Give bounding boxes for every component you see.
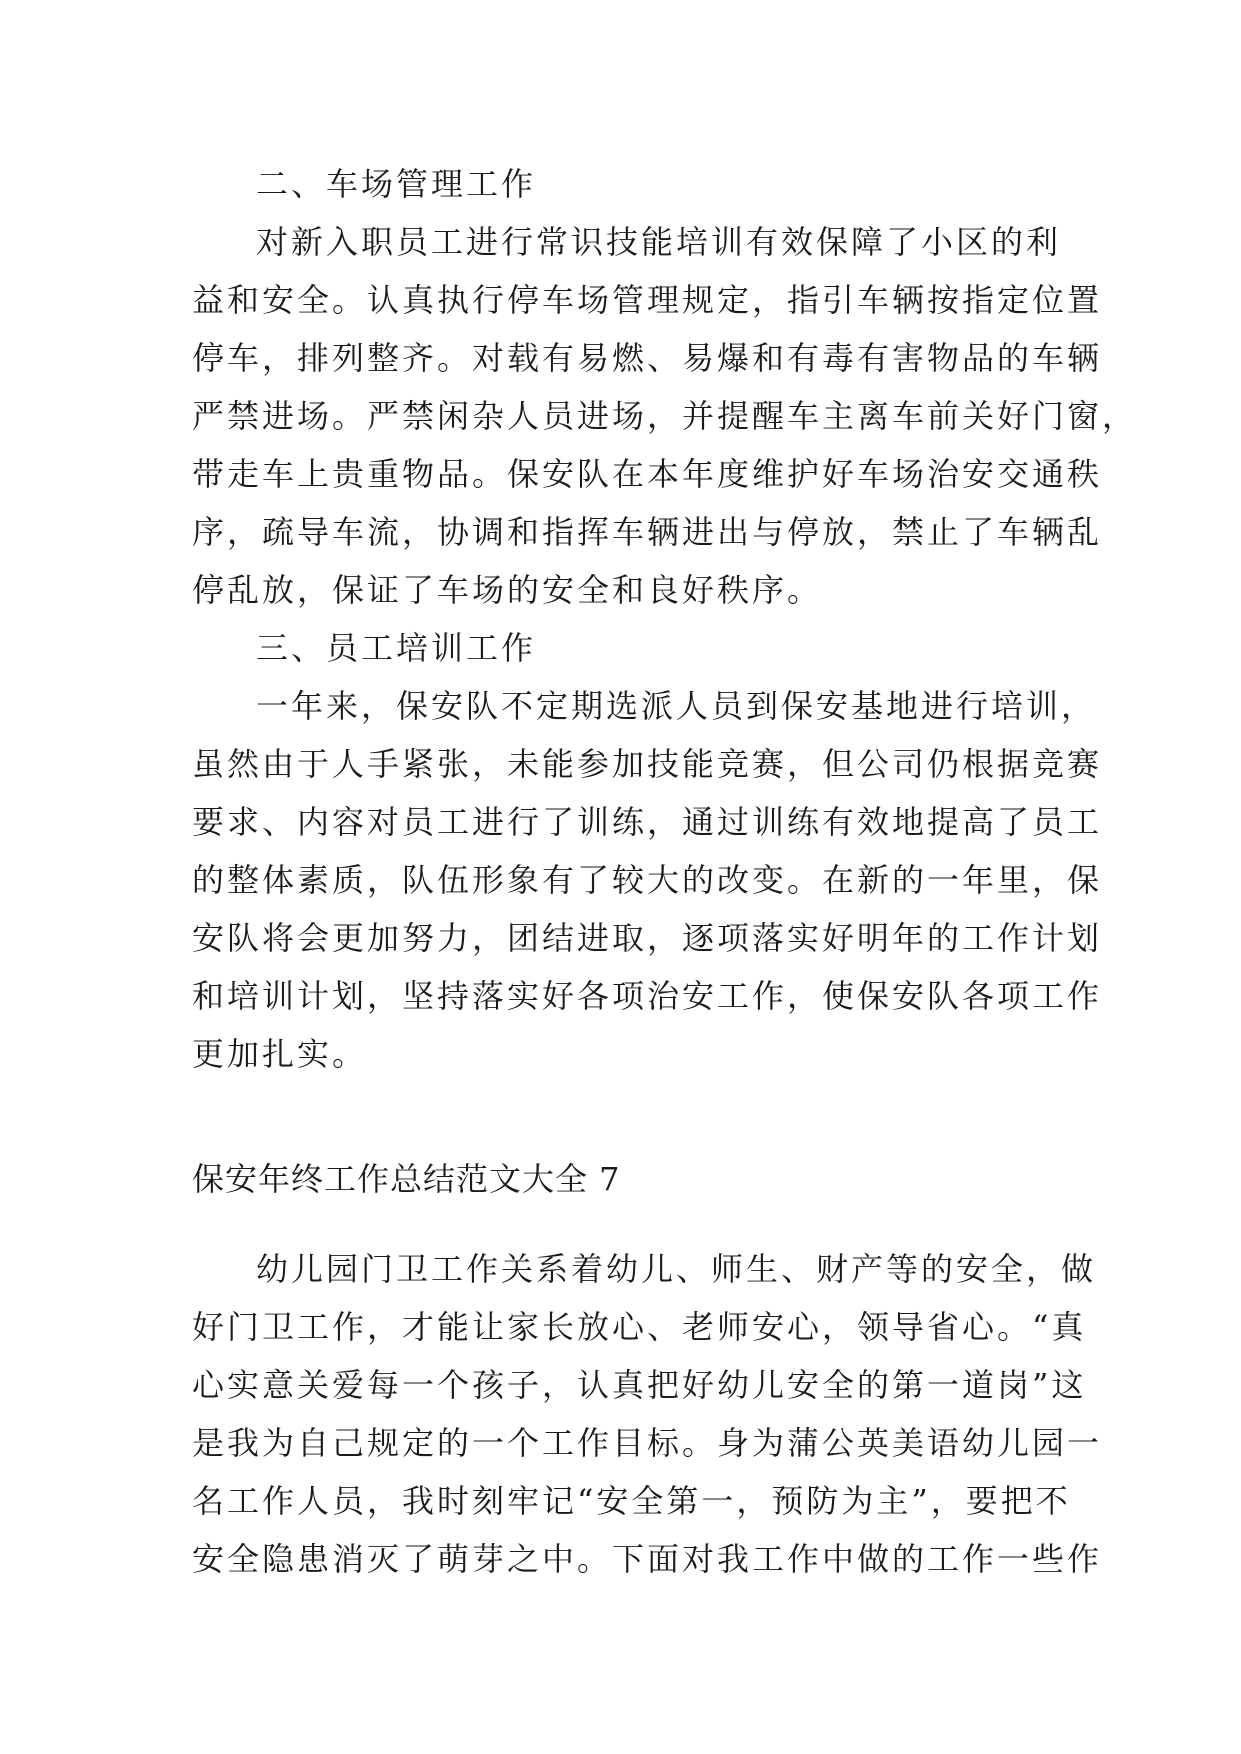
paragraph-line: 虽然由于人手紧张，未能参加技能竞赛，但公司仍根据竞赛 xyxy=(192,745,1103,783)
paragraph-line: 更加扎实。 xyxy=(192,1035,368,1073)
paragraph-line: 益和安全。认真执行停车场管理规定，指引车辆按指定位置 xyxy=(192,281,1103,319)
paragraph-line: 序，疏导车流，协调和指挥车辆进出与停放，禁止了车辆乱 xyxy=(192,513,1103,551)
paragraph-line: 对新入职员工进行常识技能培训有效保障了小区的利 xyxy=(256,223,1062,261)
article-title: 保安年终工作总结范文大全 7 xyxy=(192,1160,621,1198)
paragraph-line: 一年来，保安队不定期选派人员到保安基地进行培训， xyxy=(256,687,1097,725)
document-page xyxy=(192,155,1138,1588)
paragraph-line: 幼儿园门卫工作关系着幼儿、师生、财产等的安全，做 xyxy=(256,1250,1097,1288)
section-heading-parking: 二、车场管理工作 xyxy=(256,165,537,203)
paragraph-line: 要求、内容对员工进行了训练，通过训练有效地提高了员工 xyxy=(192,803,1103,841)
paragraph-line: 好门卫工作，才能让家长放心、老师安心，领导省心。“真 xyxy=(192,1308,1087,1346)
paragraph-line: 带走车上贵重物品。保安队在本年度维护好车场治安交通秩 xyxy=(192,455,1103,493)
paragraph-line: 严禁进场。严禁闲杂人员进场，并提醒车主离车前关好门窗， xyxy=(192,397,1138,435)
paragraph-line: 安队将会更加努力，团结进取，逐项落实好明年的工作计划 xyxy=(192,919,1103,957)
section-heading-training: 三、员工培训工作 xyxy=(256,629,537,667)
paragraph-line: 停乱放，保证了车场的安全和良好秩序。 xyxy=(192,571,823,609)
paragraph-line: 心实意关爱每一个孩子，认真把好幼儿安全的第一道岗”这 xyxy=(192,1366,1087,1404)
paragraph-line: 是我为自己规定的一个工作目标。身为蒲公英美语幼儿园一 xyxy=(192,1424,1103,1462)
paragraph-line: 名工作人员，我时刻牢记“安全第一，预防为主”，要把不 xyxy=(192,1482,1071,1520)
paragraph-line: 安全隐患消灭了萌芽之中。下面对我工作中做的工作一些作 xyxy=(192,1540,1103,1578)
paragraph-line: 的整体素质，队伍形象有了较大的改变。在新的一年里，保 xyxy=(192,861,1103,899)
paragraph-line: 停车，排列整齐。对载有易燃、易爆和有毒有害物品的车辆 xyxy=(192,339,1103,377)
paragraph-line: 和培训计划，坚持落实好各项治安工作，使保安队各项工作 xyxy=(192,977,1103,1015)
